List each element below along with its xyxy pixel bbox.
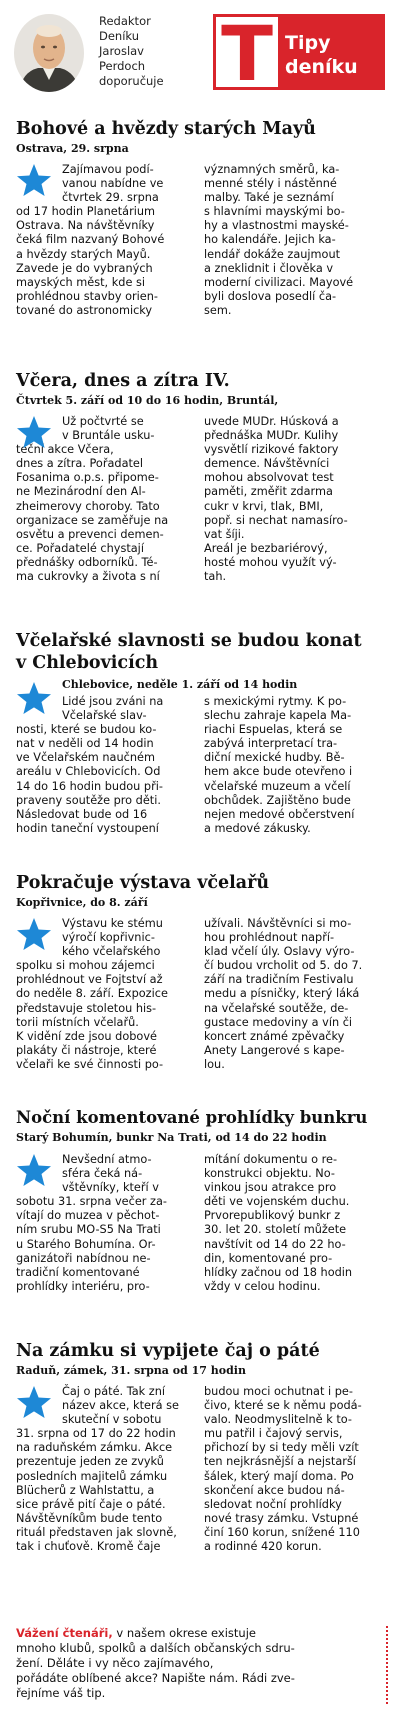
article-column-left (16, 1153, 190, 1294)
text-line: ho kalendáře. Jejich ka- (204, 233, 336, 247)
text-line: významných směrů, ka- (204, 163, 340, 176)
tipy-deniku-logo (213, 14, 385, 90)
text-line: v Bruntále usku- (62, 429, 155, 443)
article-bunkr (16, 1107, 388, 1293)
text-line: hou prohlédnout napří- (204, 931, 335, 945)
text-line: vanou nabídne ve (62, 177, 164, 191)
article-column-right (204, 1385, 390, 1554)
text-line: mohou absolvovat test (204, 471, 334, 485)
text-line: Lidé jsou zváni na (62, 695, 164, 708)
text-line: Blücherů z Wahlstattu, a (16, 1483, 155, 1497)
readers-appeal-box (16, 1626, 388, 1704)
footer-line: pořádáte oblíbené akce? Napište nám. Rádi zve- (16, 1671, 295, 1685)
text-line: skuteční v sobotu (62, 1413, 162, 1427)
text-line: paměti, změřit zdarma (204, 485, 333, 499)
text-line: Ostrava. Na návštěvníky (16, 219, 155, 233)
text-line: s hlavními mayskými bo- (204, 205, 345, 219)
article-subtitle: Ostrava, 29. srpna (16, 142, 129, 155)
text-line: Zavede je do vybraných (16, 261, 153, 275)
text-line: organizace se zaměřuje na (16, 513, 169, 527)
text-line: mayských měst, kde si (16, 275, 146, 289)
text-line: Zajímavou podí- (62, 163, 154, 176)
readers-appeal-text (16, 1626, 386, 1701)
text-line: byli doslova posedlí ča- (204, 289, 337, 303)
article-column-left (16, 163, 190, 318)
text-line: Čaj o páté. Tak zní (62, 1385, 166, 1398)
editor-line: doporučuje (99, 74, 164, 88)
text-line: riachi Espuelas, která se (204, 723, 343, 737)
text-line: Nevšední atmo- (62, 1153, 152, 1166)
text-line: prohlédnou stavby orien- (16, 289, 158, 303)
text-line: obchůdek. Zajištěno bude (204, 793, 351, 807)
text-line: u Starého Bohumína. Or- (16, 1237, 156, 1251)
article-subtitle: Čtvrtek 5. září od 10 do 16 hodin, Bruntál, (16, 394, 279, 407)
article-column-right (204, 1153, 390, 1294)
text-line: ve Včelařském naučném (16, 751, 155, 765)
text-line: Areál je bezbariérový, (204, 541, 328, 555)
text-line: přednášky odborníků. Té- (16, 555, 158, 569)
text-line: spolku si mohou zájemci (16, 959, 155, 973)
text-line: koncert známé zpěvačky (204, 1029, 345, 1043)
footer-line: mnoho klubů, spolků a dalších občanských sdru- (16, 1641, 295, 1655)
text-line: představuje stoletou his- (16, 1001, 157, 1015)
text-line: čí budou vrcholit od 5. do 7. (204, 959, 363, 973)
text-line: na včelařské soutěže, de- (204, 1001, 349, 1015)
article-column-right (204, 695, 390, 836)
text-line: uvede MUDr. Húsková a (204, 415, 339, 428)
logo-line1: Tipy (285, 32, 331, 54)
text-line: K vidění zde jsou dobové (16, 1029, 157, 1043)
star-icon (16, 163, 52, 197)
editor-line: Perdoch (99, 59, 146, 73)
text-line: hosté mohou využít vý- (204, 555, 337, 569)
article-caj-o-pate (16, 1340, 388, 1554)
text-line: a hvězdy starých Mayů. (16, 247, 151, 261)
text-line: mu patřil i čajový servis, (204, 1427, 343, 1441)
text-line: osvětu a prevenci demen- (16, 527, 164, 541)
article-title: Včera, dnes a zítra IV. (16, 371, 230, 391)
article-bohove (16, 118, 388, 317)
text-line: budou moci ochutnat i pe- (204, 1385, 353, 1398)
article-column-left (16, 695, 190, 836)
text-line: rituál představen jak slovně, (16, 1525, 177, 1539)
article-subtitle: Raduň, zámek, 31. srpna od 17 hodin (16, 1364, 246, 1377)
text-line: Anety Langerové s kape- (204, 1043, 345, 1057)
text-line: menné stély i nástěnné (204, 177, 337, 191)
article-column-right (204, 163, 390, 318)
text-line: medu a písničky, který láká (204, 987, 360, 1001)
text-line: skončení akce budou ná- (204, 1483, 345, 1497)
editor-line: Deníku (99, 29, 140, 43)
text-line: včelaři ke své činnosti po- (16, 1057, 164, 1071)
text-line: čtvrtek 29. srpna (62, 191, 159, 205)
text-line: tak i chuťově. Kromě čaje (16, 1540, 161, 1554)
article-column-right (204, 917, 390, 1072)
text-line: nosti, které se budou ko- (16, 723, 157, 737)
footer-lead: Vážení čtenáři, (16, 1626, 113, 1640)
text-line: sobotu 31. srpna večer za- (16, 1195, 167, 1209)
text-line: činí 160 korun, snížené 110 (204, 1525, 360, 1539)
text-line: děti ve vojenském duchu. (204, 1195, 350, 1209)
text-line: ním srubu MO-S5 Na Trati (16, 1223, 161, 1237)
text-line: sféra čeká ná- (62, 1167, 143, 1181)
text-line: vštěvníky, kteří v (62, 1181, 159, 1195)
text-line: prohlídky interiéru, pro- (16, 1279, 150, 1293)
text-line: kého včelařského (62, 945, 161, 959)
text-line: a rodinné 420 korun. (204, 1540, 322, 1554)
star-icon (16, 1385, 52, 1419)
text-line: dnes a zítra. Pořadatel (16, 457, 144, 471)
text-line: konstrukci objektu. No- (204, 1167, 335, 1181)
text-line: výročí kopřivnic- (62, 931, 155, 945)
text-line: do neděle 8. září. Expozice (16, 987, 168, 1001)
text-line: prohlédnout ve Fojtství až (16, 973, 163, 987)
text-line: přednáška MUDr. Kulihy (204, 429, 339, 443)
star-icon (16, 1153, 52, 1187)
logo-line2: deníku (285, 56, 358, 78)
text-line: 14 do 16 hodin budou při- (16, 779, 163, 793)
text-line: Už počtvrté se (62, 415, 144, 428)
text-line: areálu v Chlebovicích. Od (16, 765, 161, 779)
text-line: slechu zahraje kapela Ma- (204, 709, 352, 723)
text-line: sem. (204, 303, 232, 317)
text-line: Výstavu ke stému (62, 917, 163, 930)
article-column-left (16, 415, 190, 584)
text-line: valo. Neodmyslitelně k to- (204, 1413, 352, 1427)
text-line: vždy v celou hodinu. (204, 1279, 321, 1293)
article-column-left (16, 1385, 190, 1554)
editor-line: Jaroslav (99, 44, 144, 58)
text-line: Následovat bude od 16 (16, 807, 148, 821)
text-line: zabývá interpretací tra- (204, 737, 338, 751)
text-line: vítají do muzea v pěchot- (16, 1209, 160, 1223)
text-line: tah. (204, 570, 227, 584)
text-line: sice právě pití čaje o páté. (16, 1497, 166, 1511)
text-line: 30. let 20. století můžete (204, 1223, 347, 1237)
text-line: ce. Pořadatelé chystají (16, 541, 144, 555)
article-vystava-vcelaru (16, 872, 388, 1071)
text-line: hem akce bude otevřeno i (204, 765, 353, 779)
article-title: Bohové a hvězdy starých Mayů (16, 119, 316, 139)
text-line: ma cukrovky a života s ní (16, 570, 160, 584)
editor-recommendation (99, 14, 164, 89)
text-line: malby. Také je seznámí (204, 191, 334, 205)
text-line: včelařské muzeum a včelí (204, 779, 351, 793)
footer-line: řejníme váš tip. (16, 1686, 106, 1700)
text-line: na raduňském zámku. Akce (16, 1441, 173, 1455)
text-line: mítání dokumentu o re- (204, 1153, 338, 1166)
text-line: od 17 hodin Planetárium (16, 205, 156, 219)
text-line: demence. Návštěvníci (204, 457, 330, 471)
text-line: nové trasy zámku. Vstupné (204, 1511, 359, 1525)
text-line: gustace medoviny a vín či (204, 1015, 353, 1029)
text-line: Návštěvníkům bude tento (16, 1511, 163, 1525)
text-line: hodin taneční vystoupení (16, 821, 159, 835)
text-line: přichozí by si tedy měli vzít (204, 1441, 359, 1455)
star-icon (16, 917, 52, 951)
editor-portrait (14, 14, 84, 92)
text-line: moderní civilizaci. Mayové (204, 275, 354, 289)
text-line: a medové zákusky. (204, 821, 311, 835)
text-line: zheimerovy choroby. Tato (16, 499, 160, 513)
footer-line1-rest: v našem okrese existuje (112, 1626, 256, 1640)
article-title: Na zámku si vypijete čaj o páté (16, 1341, 320, 1361)
text-line: sledovat noční prohlídky (204, 1497, 342, 1511)
text-line: navštívit od 14 do 22 ho- (204, 1237, 346, 1251)
text-line: plakáty či nástroje, které (16, 1043, 157, 1057)
header (0, 0, 400, 106)
text-line: diční mexické hudby. Bě- (204, 751, 345, 765)
article-vcelarske-slavnosti (16, 630, 388, 835)
text-line: cukr v krvi, tlak, BMI, (204, 499, 324, 513)
text-line: posledních majitelů zámku (16, 1469, 168, 1483)
text-line: čeká film nazvaný Bohové (16, 233, 165, 247)
article-title-line2: v Chlebovicích (16, 653, 159, 673)
text-line: klad včelí úly. Oslavy výro- (204, 945, 355, 959)
star-icon (16, 681, 52, 715)
text-line: lou. (204, 1057, 225, 1071)
star-icon (16, 415, 52, 449)
text-line: čivo, které se k němu podá- (204, 1399, 362, 1413)
text-line: torii místních včelařů. (16, 1015, 139, 1029)
text-line: s mexickými rytmy. K po- (204, 695, 347, 708)
article-column-right (204, 415, 390, 584)
text-line: tované do astronomicky (16, 303, 153, 317)
article-subtitle: Chlebovice, neděle 1. září od 14 hodin (62, 678, 298, 691)
text-line: lendář dokáže zaujmout (204, 247, 341, 261)
text-line: název akce, která se (62, 1399, 179, 1413)
text-line: Prvorepublikový bunkr z (204, 1209, 341, 1223)
text-line: vat šíji. (204, 527, 245, 541)
article-title: Včelařské slavnosti se budou konat (16, 631, 362, 651)
text-line: hlídky začnou od 18 hodin (204, 1265, 353, 1279)
text-line: tradiční komentované (16, 1265, 140, 1279)
text-line: užívali. Návštěvníci si mo- (204, 917, 352, 930)
text-line: vinkou jsou atrakce pro (204, 1181, 337, 1195)
text-line: šálek, který mají doma. Po (204, 1469, 354, 1483)
text-line: Včelařské slav- (62, 709, 147, 723)
article-title: Pokračuje výstava včelařů (16, 873, 270, 893)
article-title: Noční komentované prohlídky bunkru (16, 1108, 368, 1127)
text-line: ganizátoři nabídnou ne- (16, 1251, 151, 1265)
article-vcera-dnes-zitra (16, 370, 388, 584)
text-line: popř. si nechat namasíro- (204, 513, 348, 527)
text-line: září na tradičním Festivalu (204, 973, 354, 987)
text-line: nejen medové občerstvení (204, 807, 355, 821)
footer-line: žení. Děláte i vy něco zajímavého, (16, 1656, 214, 1670)
text-line: hy a vlastnostmi mayské- (204, 219, 349, 233)
text-line: Fosanima o.p.s. připome- (16, 471, 159, 485)
text-line: din, komentované pro- (204, 1251, 333, 1265)
article-subtitle: Starý Bohumín, bunkr Na Trati, od 14 do 22 hodin (16, 1131, 327, 1144)
text-line: teční akce Včera, (16, 443, 114, 457)
text-line: nat v neděli od 14 hodin (16, 737, 154, 751)
text-line: ne Mezinárodní den Al- (16, 485, 146, 499)
text-line: 31. srpna od 17 do 22 hodin (16, 1427, 176, 1441)
article-column-left (16, 917, 190, 1072)
footer-line (16, 1626, 386, 1641)
text-line: praveny soutěže pro děti. (16, 793, 161, 807)
text-line: vysvětlí rizikové faktory (204, 443, 339, 457)
logo-letter: T (221, 14, 273, 90)
text-line: a zneklidnit i člověka v (204, 261, 334, 275)
article-subtitle: Kopřivnice, do 8. září (16, 896, 148, 909)
text-line: prezentuje jeden ze zvyků (16, 1455, 164, 1469)
editor-line: Redaktor (99, 14, 151, 28)
text-line: ten nejkrásnější a nejstarší (204, 1455, 356, 1469)
